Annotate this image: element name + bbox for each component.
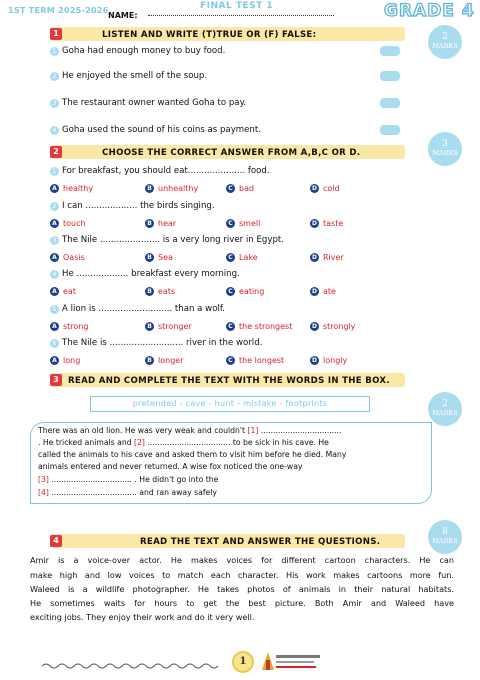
option-text[interactable]: long bbox=[63, 356, 81, 365]
option-letter-badge[interactable]: A bbox=[50, 253, 59, 262]
name-label: NAME: bbox=[108, 11, 138, 20]
logo-text-line bbox=[276, 655, 320, 658]
logo-text-line bbox=[276, 666, 316, 668]
option-text[interactable]: smell bbox=[239, 219, 261, 228]
question-text: He enjoyed the smell of the soup. bbox=[62, 71, 208, 81]
section-3-marks-badge bbox=[428, 392, 462, 426]
option-letter-badge[interactable]: B bbox=[145, 287, 154, 296]
option-text[interactable]: Lake bbox=[239, 253, 258, 262]
logo-icon bbox=[262, 652, 274, 670]
section-4-title: READ THE TEXT AND ANSWER THE QUESTIONS. bbox=[140, 537, 381, 547]
option-letter-badge[interactable]: B bbox=[145, 184, 154, 193]
question-text: A lion is ........................... than a wolf. bbox=[62, 304, 225, 314]
passage-line bbox=[38, 462, 302, 471]
marks-number: 2 bbox=[442, 32, 448, 42]
question-text: The restaurant owner wanted Goha to pay. bbox=[62, 98, 247, 108]
marks-number: 8 bbox=[442, 527, 448, 537]
option-letter-badge[interactable]: C bbox=[226, 322, 235, 331]
question-text: The Nile is ........................... river in the world. bbox=[62, 338, 263, 348]
section-1-number: 1 bbox=[50, 28, 62, 40]
option-letter-badge[interactable]: C bbox=[226, 184, 235, 193]
question-number: 6 bbox=[50, 339, 59, 348]
option-letter-badge[interactable]: A bbox=[50, 184, 59, 193]
marks-label: MARKS bbox=[432, 42, 458, 50]
section-1-marks-badge bbox=[428, 25, 462, 59]
logo-text-line bbox=[276, 661, 314, 663]
option-text[interactable]: cold bbox=[323, 184, 340, 193]
option-letter-badge[interactable]: B bbox=[145, 219, 154, 228]
word-box: pretended - cave - hunt - mistake - footprints bbox=[90, 396, 370, 412]
option-text[interactable]: the strongest bbox=[239, 322, 293, 331]
section-2-number: 2 bbox=[50, 146, 62, 158]
option-text[interactable]: Oasis bbox=[63, 253, 85, 262]
option-letter-badge[interactable]: D bbox=[310, 219, 319, 228]
option-text[interactable]: eats bbox=[158, 287, 176, 296]
option-text[interactable]: eating bbox=[239, 287, 265, 296]
question-text: I can ................... the birds singing. bbox=[62, 201, 215, 211]
option-letter-badge[interactable]: A bbox=[50, 219, 59, 228]
section-4-number: 4 bbox=[50, 535, 62, 547]
option-letter-badge[interactable]: D bbox=[310, 287, 319, 296]
blank-tag: [1] bbox=[247, 426, 259, 435]
passage-text: . He tricked animals and bbox=[38, 438, 135, 447]
question-text: Goha used the sound of his coins as payment. bbox=[62, 125, 261, 135]
passage-text: There was an old lion. He was very weak and couldn't bbox=[38, 426, 248, 435]
reading-line: make high and low voices to match each character. His work makes cartoons more fun. bbox=[30, 570, 454, 580]
option-text[interactable]: River bbox=[323, 253, 344, 262]
question-text: Goha had enough money to buy food. bbox=[62, 46, 226, 56]
option-text[interactable]: longly bbox=[323, 356, 348, 365]
question-number: 2 bbox=[50, 202, 59, 211]
option-text[interactable]: longer bbox=[158, 356, 184, 365]
blank-tag: [4] bbox=[38, 488, 49, 497]
answer-field[interactable] bbox=[380, 46, 400, 56]
section-3-number: 3 bbox=[50, 374, 62, 386]
page-number: 1 bbox=[232, 651, 254, 673]
blank-field[interactable]: ................................... and ran away safely bbox=[48, 488, 217, 497]
question-number: 3 bbox=[50, 99, 59, 108]
blank-tag: [3] bbox=[38, 475, 49, 484]
option-letter-badge[interactable]: B bbox=[145, 356, 154, 365]
option-text[interactable]: strong bbox=[63, 322, 89, 331]
section-2-title: CHOOSE THE CORRECT ANSWER FROM A,B,C OR D. bbox=[102, 148, 361, 158]
marks-label: MARKS bbox=[432, 149, 458, 157]
name-field[interactable] bbox=[148, 15, 334, 16]
passage-text: animals entered and never returned. A wise fox noticed the one-way bbox=[38, 462, 303, 471]
passage-text: called the animals to his cave and asked them to visit him before he died. Many bbox=[38, 450, 347, 459]
section-1-title: LISTEN AND WRITE (T)TRUE OR (F) FALSE: bbox=[102, 30, 317, 40]
option-letter-badge[interactable]: D bbox=[310, 322, 319, 331]
option-letter-badge[interactable]: C bbox=[226, 356, 235, 365]
question-number: 2 bbox=[50, 72, 59, 81]
passage-line bbox=[38, 475, 218, 484]
marks-label: MARKS bbox=[432, 537, 458, 545]
option-text[interactable]: ate bbox=[323, 287, 336, 296]
option-text[interactable]: Sea bbox=[158, 253, 173, 262]
option-text[interactable]: hear bbox=[158, 219, 177, 228]
passage-line bbox=[38, 450, 346, 459]
question-number: 4 bbox=[50, 270, 59, 279]
marks-number: 2 bbox=[442, 399, 448, 409]
blank-tag: [2] bbox=[134, 438, 145, 447]
option-letter-badge[interactable]: B bbox=[145, 322, 154, 331]
option-letter-badge[interactable]: D bbox=[310, 184, 319, 193]
option-text[interactable]: touch bbox=[63, 219, 86, 228]
question-number: 1 bbox=[50, 167, 59, 176]
section-4-marks-badge bbox=[428, 520, 462, 554]
option-letter-badge[interactable]: A bbox=[50, 287, 59, 296]
blank-field[interactable]: ................................. bbox=[258, 426, 342, 435]
school-year: 1ST TERM 2025-2026 bbox=[8, 6, 109, 15]
question-text: For breakfast, you should eat..................... food. bbox=[62, 166, 270, 176]
grade-title: GRADE 4 bbox=[384, 1, 475, 21]
reading-line: Waleed is a wildlife photographer. He takes photos of animals in their natural habitats. bbox=[30, 584, 454, 594]
decorative-border-left bbox=[42, 662, 222, 670]
question-number: 5 bbox=[50, 305, 59, 314]
option-letter-badge[interactable]: A bbox=[50, 322, 59, 331]
option-letter-badge[interactable]: D bbox=[310, 253, 319, 262]
reading-line: exciting jobs. They enjoy their work and do it very well. bbox=[30, 612, 255, 622]
option-letter-badge[interactable]: C bbox=[226, 219, 235, 228]
section-2-marks-badge bbox=[428, 132, 462, 166]
marks-number: 3 bbox=[442, 139, 448, 149]
option-letter-badge[interactable]: B bbox=[145, 253, 154, 262]
question-text: The Nile ...................... is a very long river in Egypt. bbox=[62, 235, 285, 245]
answer-field[interactable] bbox=[380, 71, 400, 81]
passage-line bbox=[38, 426, 341, 435]
reading-line: Amir is a voice-over actor. He makes voices for different cartoon characters. He can bbox=[30, 555, 454, 565]
question-number: 4 bbox=[50, 126, 59, 135]
answer-field[interactable] bbox=[380, 98, 400, 108]
option-letter-badge[interactable]: C bbox=[226, 287, 235, 296]
option-letter-badge[interactable]: C bbox=[226, 253, 235, 262]
option-text[interactable]: strongly bbox=[323, 322, 356, 331]
option-text[interactable]: taste bbox=[323, 219, 344, 228]
question-number: 1 bbox=[50, 47, 59, 56]
section-3-title: READ AND COMPLETE THE TEXT WITH THE WORDS IN THE BOX. bbox=[68, 376, 390, 386]
option-letter-badge[interactable]: D bbox=[310, 356, 319, 365]
answer-field[interactable] bbox=[380, 125, 400, 135]
passage-line bbox=[38, 488, 217, 497]
passage-line bbox=[38, 438, 329, 447]
blank-field[interactable]: ................................. . He didn't go into the bbox=[48, 475, 219, 484]
option-text[interactable]: unhealthy bbox=[158, 184, 199, 193]
option-text[interactable]: eat bbox=[63, 287, 76, 296]
option-text[interactable]: the longest bbox=[239, 356, 285, 365]
blank-field[interactable]: .................................. to be sick in his cave. He bbox=[144, 438, 329, 447]
option-text[interactable]: stronger bbox=[158, 322, 192, 331]
option-text[interactable]: healthy bbox=[63, 184, 94, 193]
reading-line: He sometimes waits for hours to get the best picture. Both Amir and Waleed have bbox=[30, 598, 454, 608]
test-title: FINAL TEST 1 bbox=[200, 1, 274, 11]
marks-label: MARKS bbox=[432, 409, 458, 417]
option-letter-badge[interactable]: A bbox=[50, 356, 59, 365]
option-text[interactable]: bad bbox=[239, 184, 255, 193]
question-number: 3 bbox=[50, 236, 59, 245]
question-text: He ................... breakfast every morning. bbox=[62, 269, 240, 279]
